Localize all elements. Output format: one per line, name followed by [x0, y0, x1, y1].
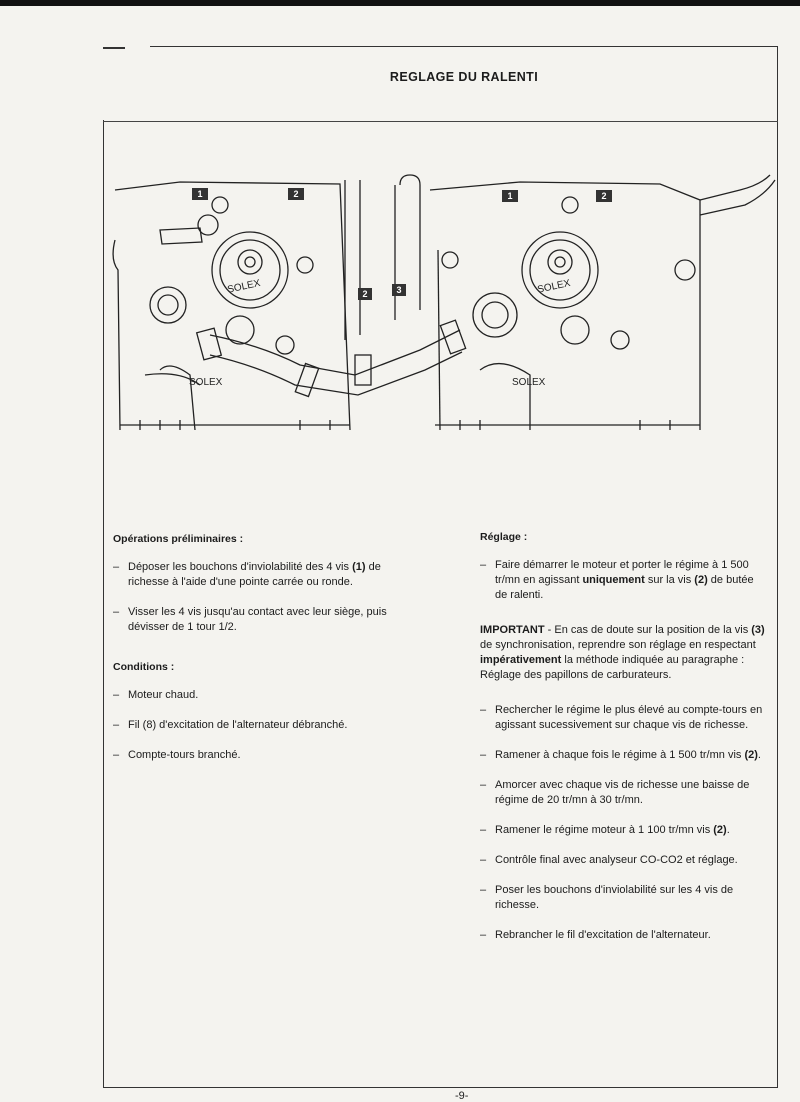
important-note: IMPORTANT - En cas de doute sur la position de la vis (3) de synchronisation, reprendre son réglage en respectant impérativement la méthode indiquée au paragraphe : Réglage des papillons de carburateurs.: [480, 624, 765, 681]
page-number: -9-: [455, 1090, 469, 1102]
corner-dash: [103, 47, 125, 49]
reglage-heading: Réglage :: [480, 531, 528, 543]
scan-top-border: [0, 0, 800, 6]
callout-marker: [192, 188, 208, 200]
callout-marker: [502, 190, 518, 202]
list-item: – Ramener le régime moteur à 1 100 tr/mn vis (2).: [480, 824, 730, 836]
callout-marker: [392, 284, 406, 296]
svg-text:3: 3: [396, 285, 402, 295]
right-column: [480, 530, 765, 958]
svg-text:1: 1: [507, 191, 513, 201]
callout-marker: [288, 188, 304, 200]
list-item: – Amorcer avec chaque vis de richesse une baisse de régime de 20 tr/mn à 30 tr/mn.: [480, 779, 750, 806]
left-column: [113, 532, 398, 778]
list-item: – Fil (8) d'excitation de l'alternateur débranché.: [113, 719, 348, 731]
list-item: – Déposer les bouchons d'inviolabilité des 4 vis (1) de richesse à l'aide d'une pointe carrée ou ronde.: [113, 561, 381, 588]
solex-label: SOLEX: [226, 277, 262, 296]
list-item: – Poser les bouchons d'inviolabilité sur les 4 vis de richesse.: [480, 884, 734, 911]
list-item: – Visser les 4 vis jusqu'au contact avec leur siège, puis dévisser de 1 tour 1/2.: [113, 606, 387, 633]
page-title: REGLAGE DU RALENTI: [389, 70, 539, 84]
prelim-heading: Opérations préliminaires :: [113, 533, 244, 545]
svg-text:2: 2: [293, 189, 299, 199]
solex-label: SOLEX: [536, 277, 572, 296]
important-reference: Réglage des papillons de carburateurs.: [480, 669, 672, 681]
frame-top-line: [150, 46, 778, 47]
list-item: – Moteur chaud.: [113, 689, 199, 701]
svg-text:2: 2: [362, 289, 368, 299]
list-item: – Rechercher le régime le plus élevé au compte-tours en agissant sucessivement sur chaque vis de richesse.: [480, 704, 763, 731]
title-rule: [103, 121, 778, 122]
list-item: – Compte-tours branché.: [113, 749, 241, 761]
list-item: – Ramener à chaque fois le régime à 1 500 tr/mn vis (2).: [480, 749, 761, 761]
svg-text:1: 1: [197, 189, 203, 199]
frame-bottom-line: [103, 1087, 778, 1088]
list-item: – Faire démarrer le moteur et porter le régime à 1 500 tr/mn en agissant uniquement sur la vis (2) de butée de ralenti.: [480, 559, 754, 601]
solex-label: SOLEX: [512, 377, 546, 388]
list-item: – Contrôle final avec analyseur CO-CO2 et réglage.: [480, 854, 738, 866]
important-label: IMPORTANT: [480, 624, 545, 636]
conditions-heading: Conditions :: [113, 661, 175, 673]
callout-marker: [596, 190, 612, 202]
callout-marker: [358, 288, 372, 300]
solex-label: SOLEX: [189, 377, 223, 388]
carburettor-illustration: [100, 170, 780, 430]
svg-text:2: 2: [601, 191, 607, 201]
list-item: – Rebrancher le fil d'excitation de l'alternateur.: [480, 929, 711, 941]
